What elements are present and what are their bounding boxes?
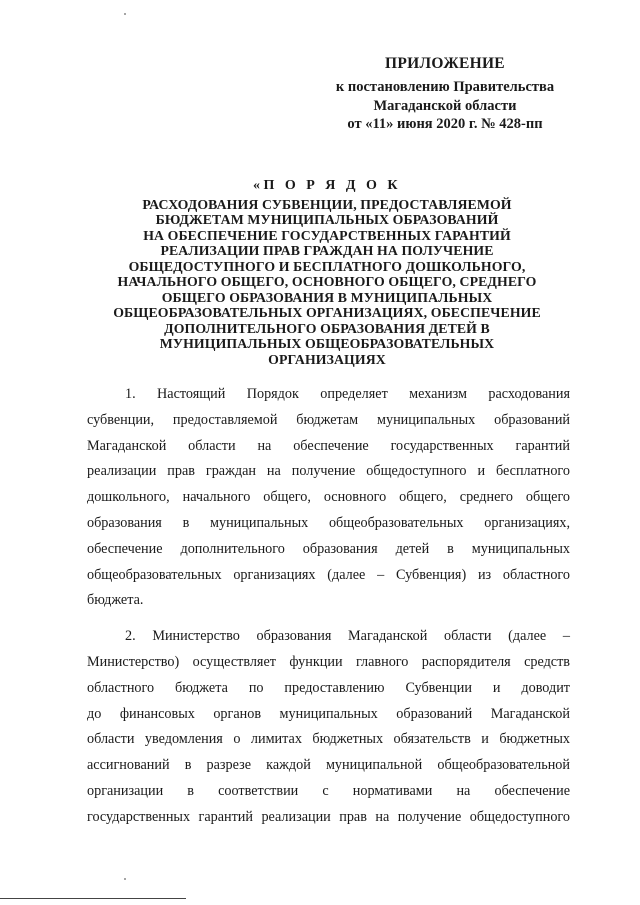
title-line: ОБЩЕДОСТУПНОГО И БЕСПЛАТНОГО ДОШКОЛЬНОГО, [128,258,526,274]
footer-rule [0,898,186,899]
title-line: НА ОБЕСПЕЧЕНИЕ ГОСУДАРСТВЕННЫХ ГАРАНТИЙ [143,227,511,243]
appendix-region-line: Магаданской области [373,98,517,114]
title-order-word: «П О Р Я Д О К [252,178,402,193]
body-line: области уведомления о лимитах бюджетных обязательств и бюджетных [87,731,570,748]
title-line: МУНИЦИПАЛЬНЫХ ОБЩЕОБРАЗОВАТЕЛЬНЫХ [159,336,495,351]
body-line: 1. Настоящий Порядок определяет механизм расходования [125,386,570,402]
body-line: областного бюджета по предоставлению Субвенции и доводит [87,679,570,696]
body-line: организации в соответствии с нормативами на обеспечение [87,782,570,799]
body-line: бюджета. [87,592,144,609]
document-body [87,382,570,841]
appendix-details [300,78,590,116]
body-line: общеобразовательных организациях (далее – Субвенция) из областного [87,566,570,583]
body-line: дошкольного, начального общего, основного общего, среднего общего [87,489,570,506]
title-line: ОБЩЕОБРАЗОВАТЕЛЬНЫХ ОРГАНИЗАЦИЯХ, ОБЕСПЕЧЕНИЕ [113,305,541,320]
paragraph-1 [87,382,570,614]
title-line: РЕАЛИЗАЦИИ ПРАВ ГРАЖДАН НА ПОЛУЧЕНИЕ [160,243,494,258]
body-line: до финансовых органов муниципальных образований Магаданской [87,705,570,722]
body-line: обеспечение дополнительного образования детей в муниципальных [87,540,570,557]
body-line: государственных гарантий реализации прав на получение общедоступного [87,808,570,825]
body-line: субвенции, предоставляемой бюджетам муниципальных образований [87,411,570,428]
scan-speck [124,878,126,880]
title-line: НАЧАЛЬНОГО ОБЩЕГО, ОСНОВНОГО ОБЩЕГО, СРЕДНЕГО [117,274,537,289]
body-line: Министерство) осуществляет функции главного распорядителя средств [87,653,570,670]
body-line: образования в муниципальных общеобразовательных организациях, [87,514,570,531]
body-line: 2. Министерство образования Магаданской области (далее – [125,628,570,645]
body-line: реализации прав граждан на получение общедоступного и бесплатного [87,463,570,480]
appendix-date-line: от «11» июня 2020 г. № 428-пп [347,116,543,132]
title-line: ОБЩЕГО ОБРАЗОВАНИЯ В МУНИЦИПАЛЬНЫХ [161,289,493,305]
appendix-resolution-line: к постановлению Правительства [335,79,555,95]
title-line: ДОПОЛНИТЕЛЬНОГО ОБРАЗОВАНИЯ ДЕТЕЙ В [164,320,490,336]
scan-speck [124,13,126,15]
paragraph-2 [87,624,570,830]
appendix-label: ПРИЛОЖЕНИЕ [385,55,505,72]
title-line: РАСХОДОВАНИЯ СУБВЕНЦИИ, ПРЕДОСТАВЛЯЕМОЙ [142,196,512,212]
appendix-header [300,54,590,73]
title-line: ОРГАНИЗАЦИЯХ [268,351,386,367]
body-line: ассигнований в разрезе каждой муниципальной общеобразовательной [87,757,570,774]
title-line: БЮДЖЕТАМ МУНИЦИПАЛЬНЫХ ОБРАЗОВАНИЙ [155,212,499,227]
appendix-date [300,115,590,134]
body-line: Магаданской области на обеспечение государственных гарантий [87,437,570,454]
document-title [72,178,582,367]
